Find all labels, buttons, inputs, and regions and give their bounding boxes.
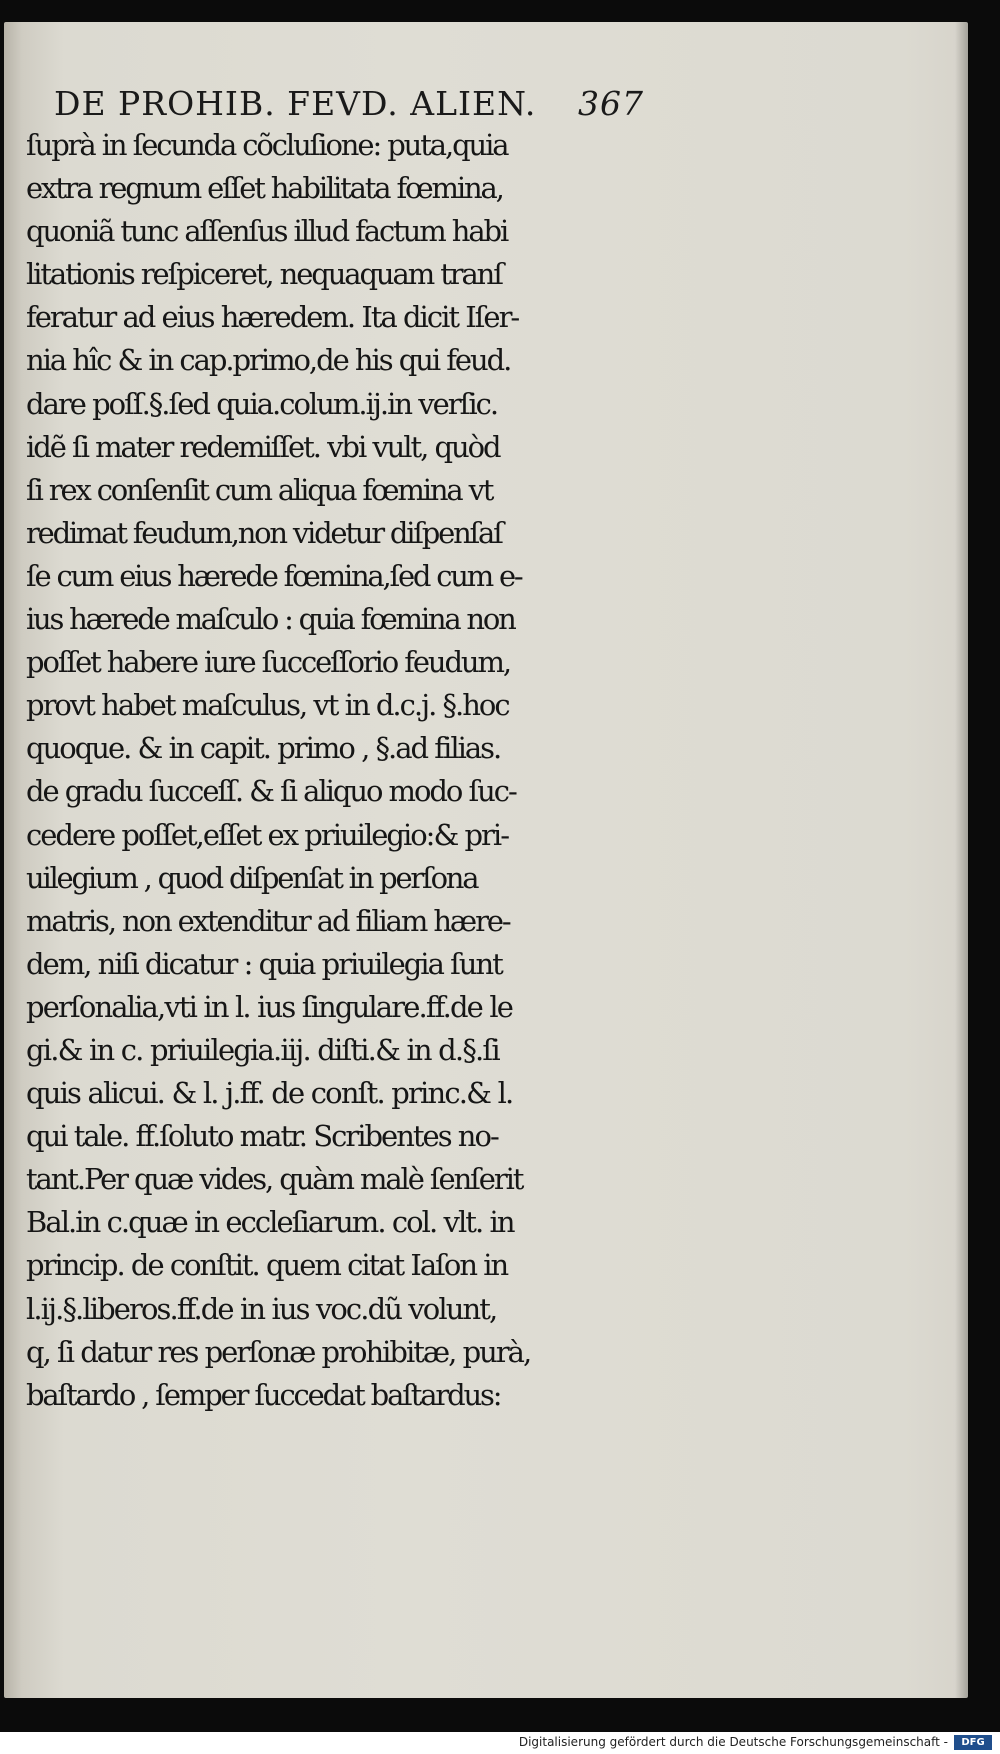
- text-line: gi.& in c. priuilegia.iij. diſti.& in d.§.ſi: [26, 1032, 499, 1067]
- running-title: DE PROHIB. FEVD. ALIEN.: [54, 84, 537, 123]
- text-line: q, ſi datur res perſonæ prohibitæ, purà,: [26, 1334, 531, 1369]
- text-line: redimat feudum,non videtur diſpenſaſ: [26, 515, 502, 550]
- text-line: nia hîc & in cap.primo,de his qui feud.: [26, 343, 511, 378]
- text-line: tant.Per quæ vides, quàm malè ſenſerit: [26, 1162, 523, 1197]
- text-line: quoniã tunc aſſenſus illud factum habi: [26, 214, 508, 249]
- text-line: poſſet habere iure ſucceſſorio feudum,: [26, 645, 510, 680]
- text-line: uilegium , quod diſpenſat in perſona: [26, 860, 478, 895]
- dfg-logo-icon: DFG: [954, 1735, 992, 1750]
- text-line: litationis reſpiceret, nequaquam tranſ: [26, 257, 502, 292]
- text-line: ius hærede maſculo : quia fœmina non: [26, 602, 515, 637]
- page-edge-shadow: [955, 22, 969, 1698]
- text-line: cedere poſſet,eſſet ex priuilegio:& pri-: [26, 817, 508, 852]
- text-line: Bal.in c.quæ in eccleſiarum. col. vlt. in: [26, 1205, 514, 1240]
- text-line: idẽ ſi mater redemiſſet. vbi vult, quòd: [26, 429, 500, 464]
- text-line: perſonalia,vti in l. ius ſingulare.ff.de le: [26, 989, 513, 1024]
- page-number: 367: [578, 84, 644, 123]
- text-line: dem, niſi dicatur : quia priuilegia ſunt: [26, 946, 502, 981]
- text-line: ſuprà in ſecunda cõcluſione: puta,quia: [26, 128, 508, 162]
- text-line: ſe cum eius hærede fœmina,ſed cum e-: [26, 558, 522, 593]
- text-line: de gradu ſucceſſ. & ſi aliquo modo ſuc-: [26, 774, 516, 809]
- text-line: dare poſſ.§.ſed quia.colum.ij.in verſic.: [26, 386, 498, 421]
- text-line: quis alicui. & l. j.ff. de conſt. princ.& l.: [26, 1076, 513, 1111]
- text-line: matris, non extenditur ad filiam hære-: [26, 903, 510, 938]
- text-line: ſi rex conſenſit cum aliqua fœmina vt: [26, 472, 493, 507]
- footer-credit: Digitalisierung gefördert durch die Deutsche Forschungsgemeinschaft -: [518, 1735, 948, 1749]
- footer-bar: [0, 1732, 1000, 1754]
- text-line: feratur ad eius hæredem. Ita dicit Iſer-: [26, 300, 519, 335]
- text-line: extra regnum eſſet habilitata fœmina,: [26, 171, 503, 206]
- text-line: quoque. & in capit. primo , §.ad filias.: [26, 731, 501, 766]
- body-text: [26, 124, 666, 1417]
- text-line: qui tale. ff.ſoluto matr. Scribentes no-: [26, 1119, 498, 1154]
- text-line: baſtardo , ſemper ſuccedat baſtardus:: [26, 1377, 501, 1412]
- text-line: provt habet maſculus, vt in d.c.j. §.hoc: [26, 688, 509, 723]
- text-line: princip. de conſtit. quem citat Iaſon in: [26, 1248, 508, 1283]
- text-line: l.ij.§.liberos.ff.de in ius voc.dũ volunt,: [26, 1291, 497, 1326]
